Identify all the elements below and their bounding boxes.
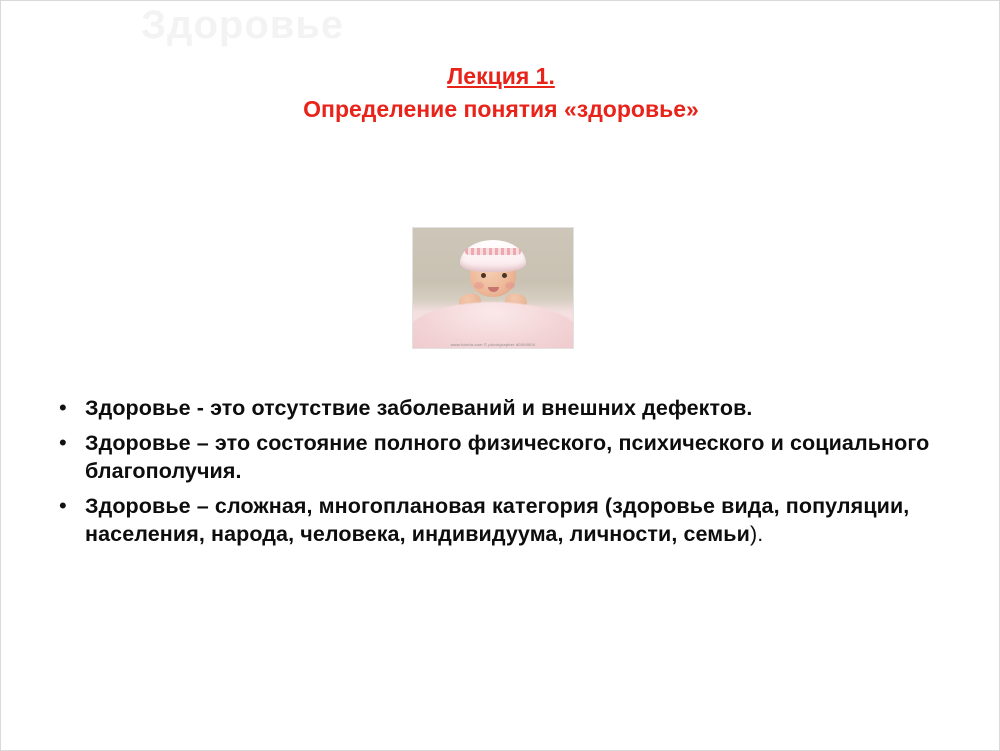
slide-title — [1, 61, 1000, 124]
bullet-list — [53, 394, 953, 555]
bullet-marker: • — [59, 493, 67, 518]
baby-cheek-right — [505, 282, 515, 289]
title-line-1: Лекция 1. — [447, 63, 555, 89]
baby-eye-right — [502, 273, 507, 278]
list-item — [53, 429, 953, 485]
bullet-text-main: Здоровье – сложная, многоплановая категория (здоровье вида, популяции, населения, народа, человека, индивидуума, личности, семьи — [85, 494, 910, 546]
list-item — [53, 492, 953, 548]
title-line-2: Определение понятия «здоровье» — [303, 96, 699, 122]
baby-cheek-left — [474, 282, 484, 289]
bullet-text-main: Здоровье - это отсутствие заболеваний и внешних дефектов. — [85, 396, 753, 420]
photo-caption: www.fotolia.com © photographer #0000000 — [450, 342, 536, 347]
list-item — [53, 394, 953, 422]
bullet-marker: • — [59, 430, 67, 455]
bullet-text — [85, 394, 752, 422]
bullet-text-tail: ). — [749, 522, 764, 546]
bullet-marker: • — [59, 395, 67, 420]
bullet-text — [85, 492, 953, 548]
baby-photo — [412, 227, 574, 349]
watermark-title: Здоровье — [141, 3, 345, 47]
bullet-text — [85, 429, 953, 485]
bullet-text-main: Здоровье – это состояние полного физического, психического и социального благополучия. — [85, 431, 930, 483]
baby-hat-band — [465, 248, 521, 255]
baby-eye-left — [481, 273, 486, 278]
